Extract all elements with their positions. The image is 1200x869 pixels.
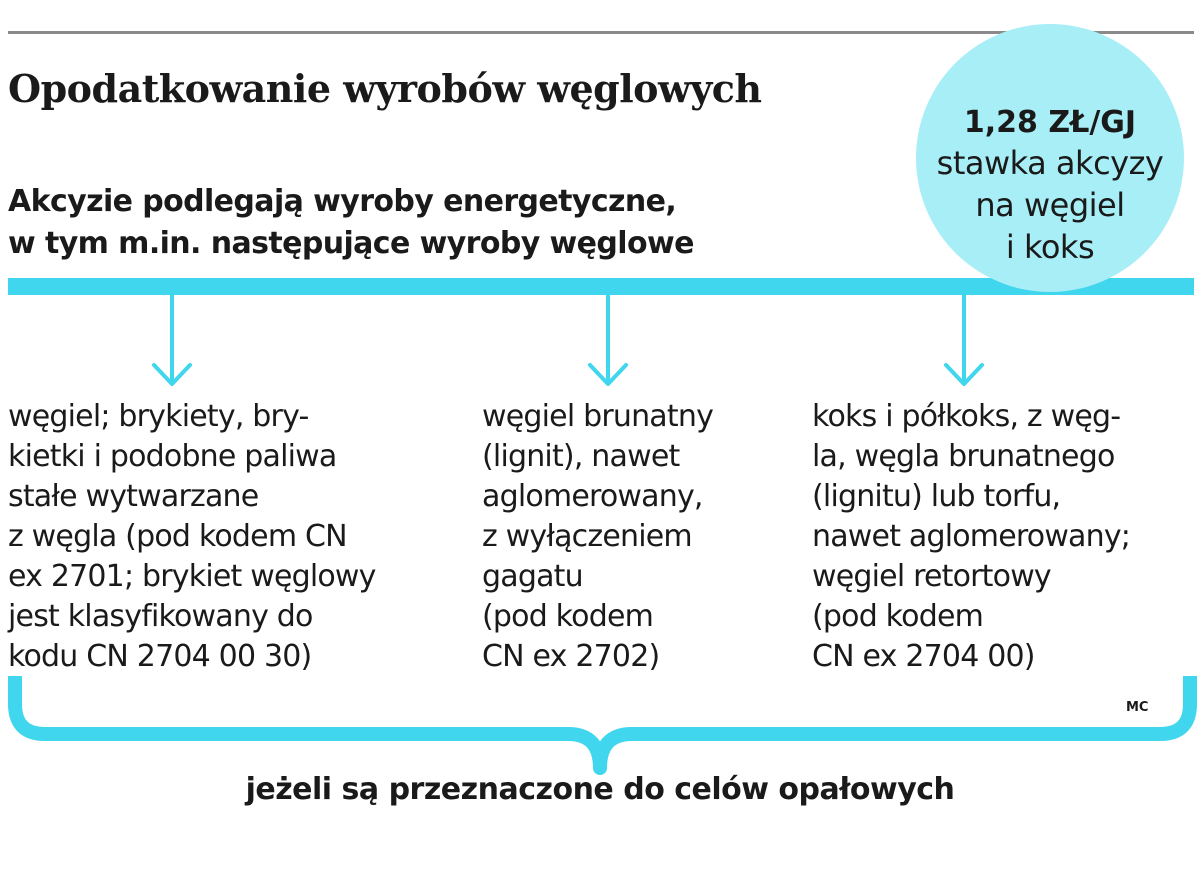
product-column-2 [482,397,713,677]
badge-line-2: na węgiel [975,186,1125,224]
subtitle-line-1: Akcyzie podlegają wyroby energetyczne, [8,184,677,219]
badge-line-1: stawka akcyzy [936,144,1164,182]
subtitle [8,181,694,265]
product-column-3-line: (lignitu) lub torfu, [812,479,1061,514]
product-column-3-line: (pod kodem [812,599,984,634]
arrow-down-icon-2 [590,295,626,384]
product-column-1-line: kodu CN 2704 00 30) [8,639,312,674]
product-column-3-line: CN ex 2704 00) [812,639,1035,674]
product-column-1-line: węgiel; brykiety, bry- [8,399,309,434]
badge-value: 1,28 ZŁ/GJ [963,105,1137,140]
product-column-2-line: CN ex 2702) [482,639,660,674]
badge-line-3: i koks [1005,228,1095,266]
product-column-2-line: gagatu [482,559,583,594]
product-column-2-line: z wyłączeniem [482,519,692,554]
product-column-1-line: ex 2701; brykiet węglowy [8,559,376,594]
arrow-down-icon-3 [946,295,982,384]
product-column-3-line: węgiel retortowy [812,559,1051,594]
bracket-caption: jeżeli są przeznaczone do celów opałowych [245,772,955,807]
product-column-3 [812,397,1130,677]
page-title: Opodatkowanie wyrobów węglowych [8,66,762,111]
product-column-1-line: jest klasyfikowany do [8,599,313,634]
product-column-2-line: aglomerowany, [482,479,703,514]
author-credit: MC [1126,700,1149,715]
product-column-1-line: kietki i podobne paliwa [8,439,337,474]
product-column-1-line: stałe wytwarzane [8,479,259,514]
tax-rate-badge [916,24,1184,292]
product-column-2-line: węgiel brunatny [482,399,714,434]
arrow-down-icon-1 [154,295,190,384]
product-column-1 [8,397,376,677]
product-column-3-line: nawet aglomerowany; [812,519,1131,554]
product-column-1-line: z węgla (pod kodem CN [8,519,347,554]
bracket-shape [15,676,1190,768]
subtitle-line-2: w tym m.in. następujące wyroby węglowe [8,226,694,261]
product-column-3-line: koks i półkoks, z węg- [812,399,1121,434]
product-column-2-line: (pod kodem [482,599,654,634]
product-column-2-line: (lignit), nawet [482,439,680,474]
product-column-3-line: la, węgla brunatnego [812,439,1115,474]
